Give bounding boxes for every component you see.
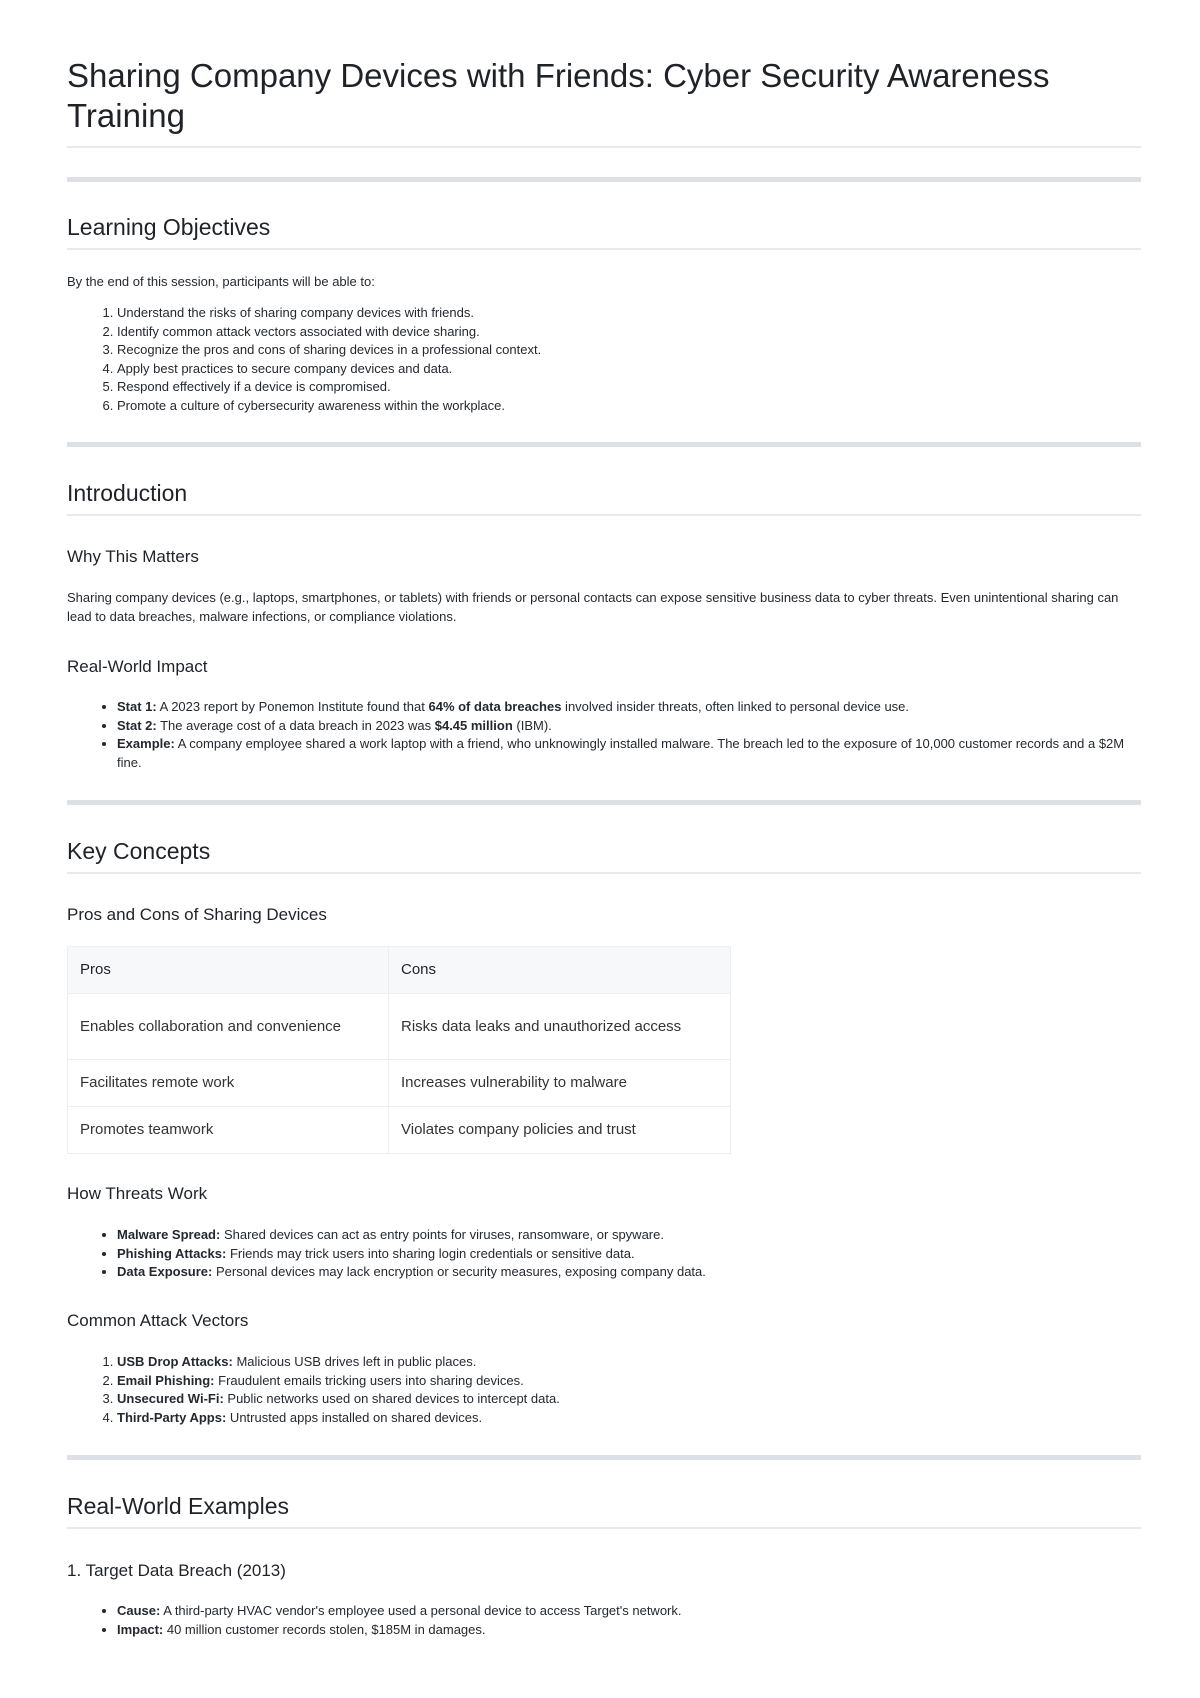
objectives-heading-underline <box>67 248 1141 250</box>
section-divider <box>67 1455 1141 1460</box>
objectives-list <box>67 304 1137 415</box>
attack-vector-item: 3. Unsecured Wi-Fi: Public networks used on shared devices to intercept data. <box>117 1390 1137 1409</box>
objective-item: 5. Respond effectively if a device is compromised. <box>117 378 1137 397</box>
why-matters-text: Sharing company devices (e.g., laptops, smartphones, or tablets) with friends or personal contacts can expose sensitive business data to cyber threats. Even unintentional sharing can lead to data breaches, malware infections, or compliance violations. <box>67 590 1119 624</box>
attack-vectors-heading: Common Attack Vectors <box>67 1311 249 1330</box>
impact-heading: Real-World Impact <box>67 657 208 676</box>
impact-item: • Example: A company employee shared a work laptop with a friend, who unknowingly installed malware. The breach led to the exposure of 10,000 customer records and a $2M fine. <box>117 735 1137 772</box>
table-cell: Enables collaboration and convenience <box>68 994 389 1060</box>
table-cell: Facilitates remote work <box>68 1060 389 1107</box>
example1-list <box>67 1602 1137 1639</box>
title-underline <box>67 146 1141 148</box>
attack-vectors-list <box>67 1353 1137 1427</box>
examples-heading-underline <box>67 1527 1141 1529</box>
table-cell: Increases vulnerability to malware <box>389 1060 731 1107</box>
table-row <box>68 1060 731 1107</box>
attack-vector-item: 2. Email Phishing: Fraudulent emails tricking users into sharing devices. <box>117 1372 1137 1391</box>
table-header-pros: Pros <box>68 947 389 994</box>
impact-item: • Stat 2: The average cost of a data breach in 2023 was $4.45 million (IBM). <box>117 717 1137 736</box>
objectives-intro: By the end of this session, participants will be able to: <box>67 274 375 289</box>
pros-cons-table <box>67 946 731 1154</box>
objective-item: 6. Promote a culture of cybersecurity awareness within the workplace. <box>117 397 1137 416</box>
section-divider <box>67 442 1141 447</box>
table-row <box>68 1107 731 1154</box>
section-divider <box>67 800 1141 805</box>
key-concepts-heading-underline <box>67 872 1141 874</box>
pros-cons-heading: Pros and Cons of Sharing Devices <box>67 905 327 924</box>
objectives-heading: Learning Objectives <box>67 214 271 240</box>
impact-list <box>67 698 1137 772</box>
example-item: • Impact: 40 million customer records stolen, $185M in damages. <box>117 1621 1137 1640</box>
table-cell: Violates company policies and trust <box>389 1107 731 1154</box>
threat-item: • Phishing Attacks: Friends may trick users into sharing login credentials or sensitive data. <box>117 1245 1137 1264</box>
key-concepts-heading: Key Concepts <box>67 838 211 864</box>
why-matters-heading: Why This Matters <box>67 547 199 566</box>
example1-heading: 1. Target Data Breach (2013) <box>67 1561 286 1580</box>
introduction-heading: Introduction <box>67 480 188 506</box>
table-cell: Risks data leaks and unauthorized access <box>389 994 731 1060</box>
objective-item: 4. Apply best practices to secure company devices and data. <box>117 360 1137 379</box>
section-divider <box>67 177 1141 182</box>
table-row <box>68 994 731 1060</box>
threat-item: • Malware Spread: Shared devices can act as entry points for viruses, ransomware, or spyware. <box>117 1226 1137 1245</box>
impact-item: • Stat 1: A 2023 report by Ponemon Institute found that 64% of data breaches involved insider threats, often linked to personal device use. <box>117 698 1137 717</box>
attack-vector-item: 4. Third-Party Apps: Untrusted apps installed on shared devices. <box>117 1409 1137 1428</box>
threats-heading: How Threats Work <box>67 1184 208 1203</box>
table-header-cons: Cons <box>389 947 731 994</box>
table-header-row <box>68 947 731 994</box>
introduction-heading-underline <box>67 514 1141 516</box>
objective-item: 1. Understand the risks of sharing company devices with friends. <box>117 304 1137 323</box>
attack-vector-item: 1. USB Drop Attacks: Malicious USB drives left in public places. <box>117 1353 1137 1372</box>
objective-item: 2. Identify common attack vectors associated with device sharing. <box>117 323 1137 342</box>
example-item: • Cause: A third-party HVAC vendor's employee used a personal device to access Target's network. <box>117 1602 1137 1621</box>
threat-item: • Data Exposure: Personal devices may lack encryption or security measures, exposing company data. <box>117 1263 1137 1282</box>
page-title: Sharing Company Devices with Friends: Cyber Security Awareness Training <box>67 57 1050 134</box>
table-cell: Promotes teamwork <box>68 1107 389 1154</box>
examples-heading: Real-World Examples <box>67 1493 289 1519</box>
threats-list <box>67 1226 1137 1282</box>
objective-item: 3. Recognize the pros and cons of sharing devices in a professional context. <box>117 341 1137 360</box>
